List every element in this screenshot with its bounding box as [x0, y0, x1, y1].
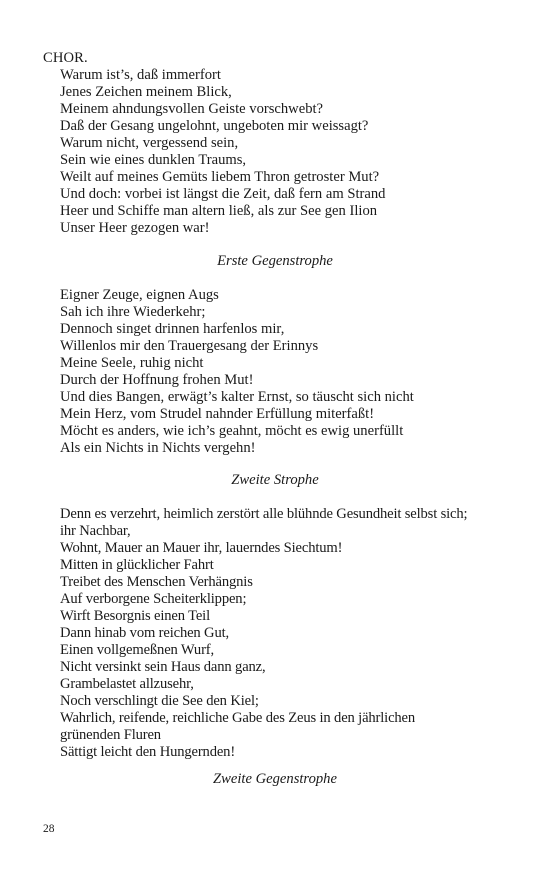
- verse-line: Jenes Zeichen meinem Blick,: [60, 84, 232, 100]
- verse-line: Warum nicht, vergessend sein,: [60, 135, 239, 151]
- verse-line: Meine Seele, ruhig nicht: [60, 355, 204, 371]
- verse-line: Sein wie eines dunklen Traums,: [60, 152, 247, 168]
- verse-line: Wirft Besorgnis einen Teil: [60, 608, 210, 624]
- verse-line: Durch der Hoffnung frohen Mut!: [60, 372, 254, 388]
- verse-line: Heer und Schiffe man altern ließ, als zur See gen Ilion: [60, 203, 378, 219]
- verse-line: Dennoch singet drinnen harfenlos mir,: [60, 321, 285, 337]
- verse-line: Unser Heer gezogen war!: [60, 220, 210, 236]
- verse-line: Warum ist’s, daß immerfort: [60, 67, 221, 83]
- verse-line: Willenlos mir den Trauergesang der Erinnys: [60, 338, 319, 354]
- verse-line: Mitten in glücklicher Fahrt: [60, 557, 214, 573]
- verse-line: grünenden Fluren: [60, 727, 161, 743]
- section-heading-zweite-strophe: Zweite Strophe: [231, 472, 319, 488]
- verse-line: Und dies Bangen, erwägt’s kalter Ernst, so täuscht sich nicht: [60, 389, 414, 405]
- verse-line: Und doch: vorbei ist längst die Zeit, daß fern am Strand: [60, 186, 386, 202]
- verse-line: ihr Nachbar,: [60, 523, 131, 539]
- verse-line: Eigner Zeuge, eignen Augs: [60, 287, 219, 303]
- verse-line: Auf verborgene Scheiterklippen;: [60, 591, 247, 607]
- verse-line: Möcht es anders, wie ich’s geahnt, möcht es ewig unerfüllt: [60, 423, 404, 439]
- verse-line: Mein Herz, vom Strudel nahnder Erfüllung miterfaßt!: [60, 406, 375, 422]
- verse-line: Sättigt leicht den Hungernden!: [60, 744, 236, 760]
- verse-line: Einen vollgemeßnen Wurf,: [60, 642, 215, 658]
- stanza-strophe-2: [60, 506, 467, 761]
- stanza-gegenstrophe-1: [60, 287, 414, 457]
- verse-line: Als ein Nichts in Nichts vergehn!: [60, 440, 256, 456]
- stanza-strophe-1: [60, 67, 385, 237]
- verse-line: Grambelastet allzusehr,: [60, 676, 194, 692]
- verse-line: Denn es verzehrt, heimlich zerstört alle blühnde Gesundheit selbst sich;: [60, 506, 468, 522]
- verse-line: Weilt auf meines Gemüts liebem Thron getroster Mut?: [60, 169, 380, 185]
- verse-line: Wohnt, Mauer an Mauer ihr, lauerndes Siechtum!: [60, 540, 343, 556]
- verse-line: Daß der Gesang ungelohnt, ungeboten mir weissagt?: [60, 118, 369, 134]
- verse-line: Sah ich ihre Wiederkehr;: [60, 304, 206, 320]
- page-number: 28: [43, 823, 55, 835]
- verse-line: Nicht versinkt sein Haus dann ganz,: [60, 659, 266, 675]
- verse-line: Noch verschlingt die See den Kiel;: [60, 693, 259, 709]
- verse-line: Wahrlich, reifende, reichliche Gabe des Zeus in den jährlichen: [60, 710, 416, 726]
- section-heading-erste-gegenstrophe: Erste Gegenstrophe: [217, 253, 333, 269]
- section-heading-zweite-gegenstrophe: Zweite Gegenstrophe: [213, 771, 337, 787]
- verse-line: Dann hinab vom reichen Gut,: [60, 625, 230, 641]
- verse-line: Treibet des Menschen Verhängnis: [60, 574, 253, 590]
- verse-line: Meinem ahndungsvollen Geiste vorschwebt?: [60, 101, 324, 117]
- speaker-label: CHOR.: [43, 50, 88, 66]
